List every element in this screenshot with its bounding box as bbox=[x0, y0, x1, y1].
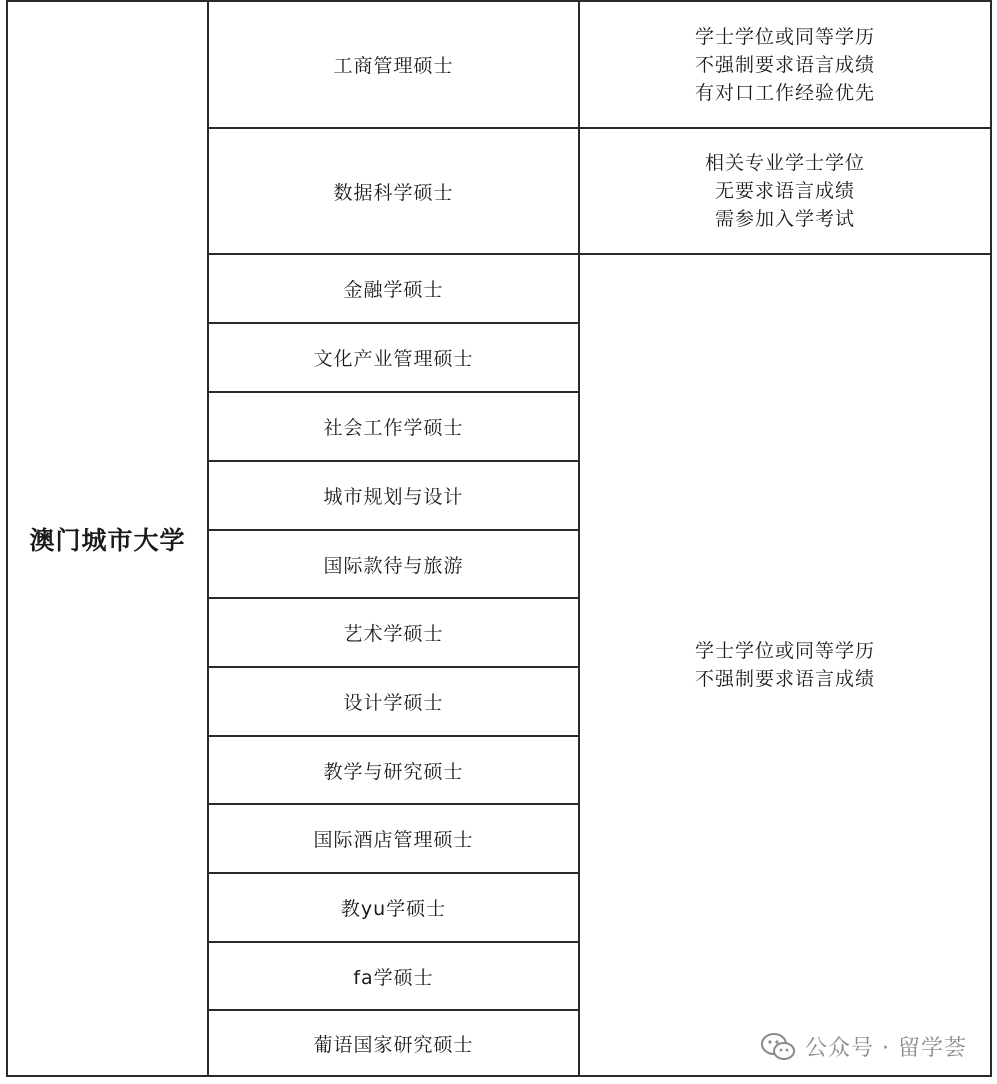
wechat-icon bbox=[761, 1033, 795, 1061]
watermark bbox=[761, 1031, 967, 1062]
program-row bbox=[207, 253, 580, 324]
program-row bbox=[207, 460, 580, 531]
requirement-line: 需参加入学考试 bbox=[714, 208, 855, 230]
requirement-line: 相关专业学士学位 bbox=[704, 152, 865, 174]
program-row bbox=[207, 872, 580, 943]
program-row bbox=[207, 803, 580, 874]
program-row bbox=[207, 941, 580, 1011]
program-row bbox=[207, 391, 580, 462]
program-name: 金融学硕士 bbox=[343, 279, 444, 301]
program-name: 国际款待与旅游 bbox=[323, 554, 464, 577]
program-row bbox=[207, 666, 580, 737]
watermark-text: 公众号 · 留学荟 bbox=[805, 1036, 967, 1061]
program-name: 葡语国家研究硕士 bbox=[313, 1033, 474, 1056]
program-name: 城市规划与设计 bbox=[323, 486, 464, 508]
program-row bbox=[207, 1009, 580, 1077]
requirement-line: 学士学位或同等学历 bbox=[694, 640, 875, 662]
program-row bbox=[207, 735, 580, 805]
program-row bbox=[207, 597, 580, 668]
requirement-line: 学士学位或同等学历 bbox=[694, 25, 875, 48]
requirement-cell bbox=[578, 127, 992, 255]
requirement-cell bbox=[578, 253, 992, 1077]
program-name: 社会工作学硕士 bbox=[323, 417, 464, 439]
requirement-line: 不强制要求语言成绩 bbox=[694, 53, 875, 76]
requirement-line: 有对口工作经验优先 bbox=[694, 81, 875, 104]
program-name: 教学与研究硕士 bbox=[323, 760, 464, 783]
program-name: 文化产业管理硕士 bbox=[313, 348, 474, 370]
program-row bbox=[207, 127, 580, 255]
program-name: 工商管理硕士 bbox=[333, 55, 454, 77]
program-name: 艺术学硕士 bbox=[343, 623, 444, 645]
university-name: 澳门城市大学 bbox=[29, 525, 186, 555]
program-name: 设计学硕士 bbox=[343, 692, 444, 714]
program-name: 国际酒店管理硕士 bbox=[313, 829, 474, 851]
program-row bbox=[207, 529, 580, 599]
university-name-cell bbox=[6, 0, 209, 1077]
program-row bbox=[207, 322, 580, 393]
program-row bbox=[207, 0, 580, 129]
program-name: fa学硕士 bbox=[353, 966, 434, 989]
program-name: 数据科学硕士 bbox=[333, 181, 454, 204]
requirement-cell bbox=[578, 0, 992, 129]
requirement-line: 不强制要求语言成绩 bbox=[694, 668, 875, 690]
requirement-line: 无要求语言成绩 bbox=[714, 180, 855, 202]
program-name: 教yu学硕士 bbox=[340, 898, 447, 920]
